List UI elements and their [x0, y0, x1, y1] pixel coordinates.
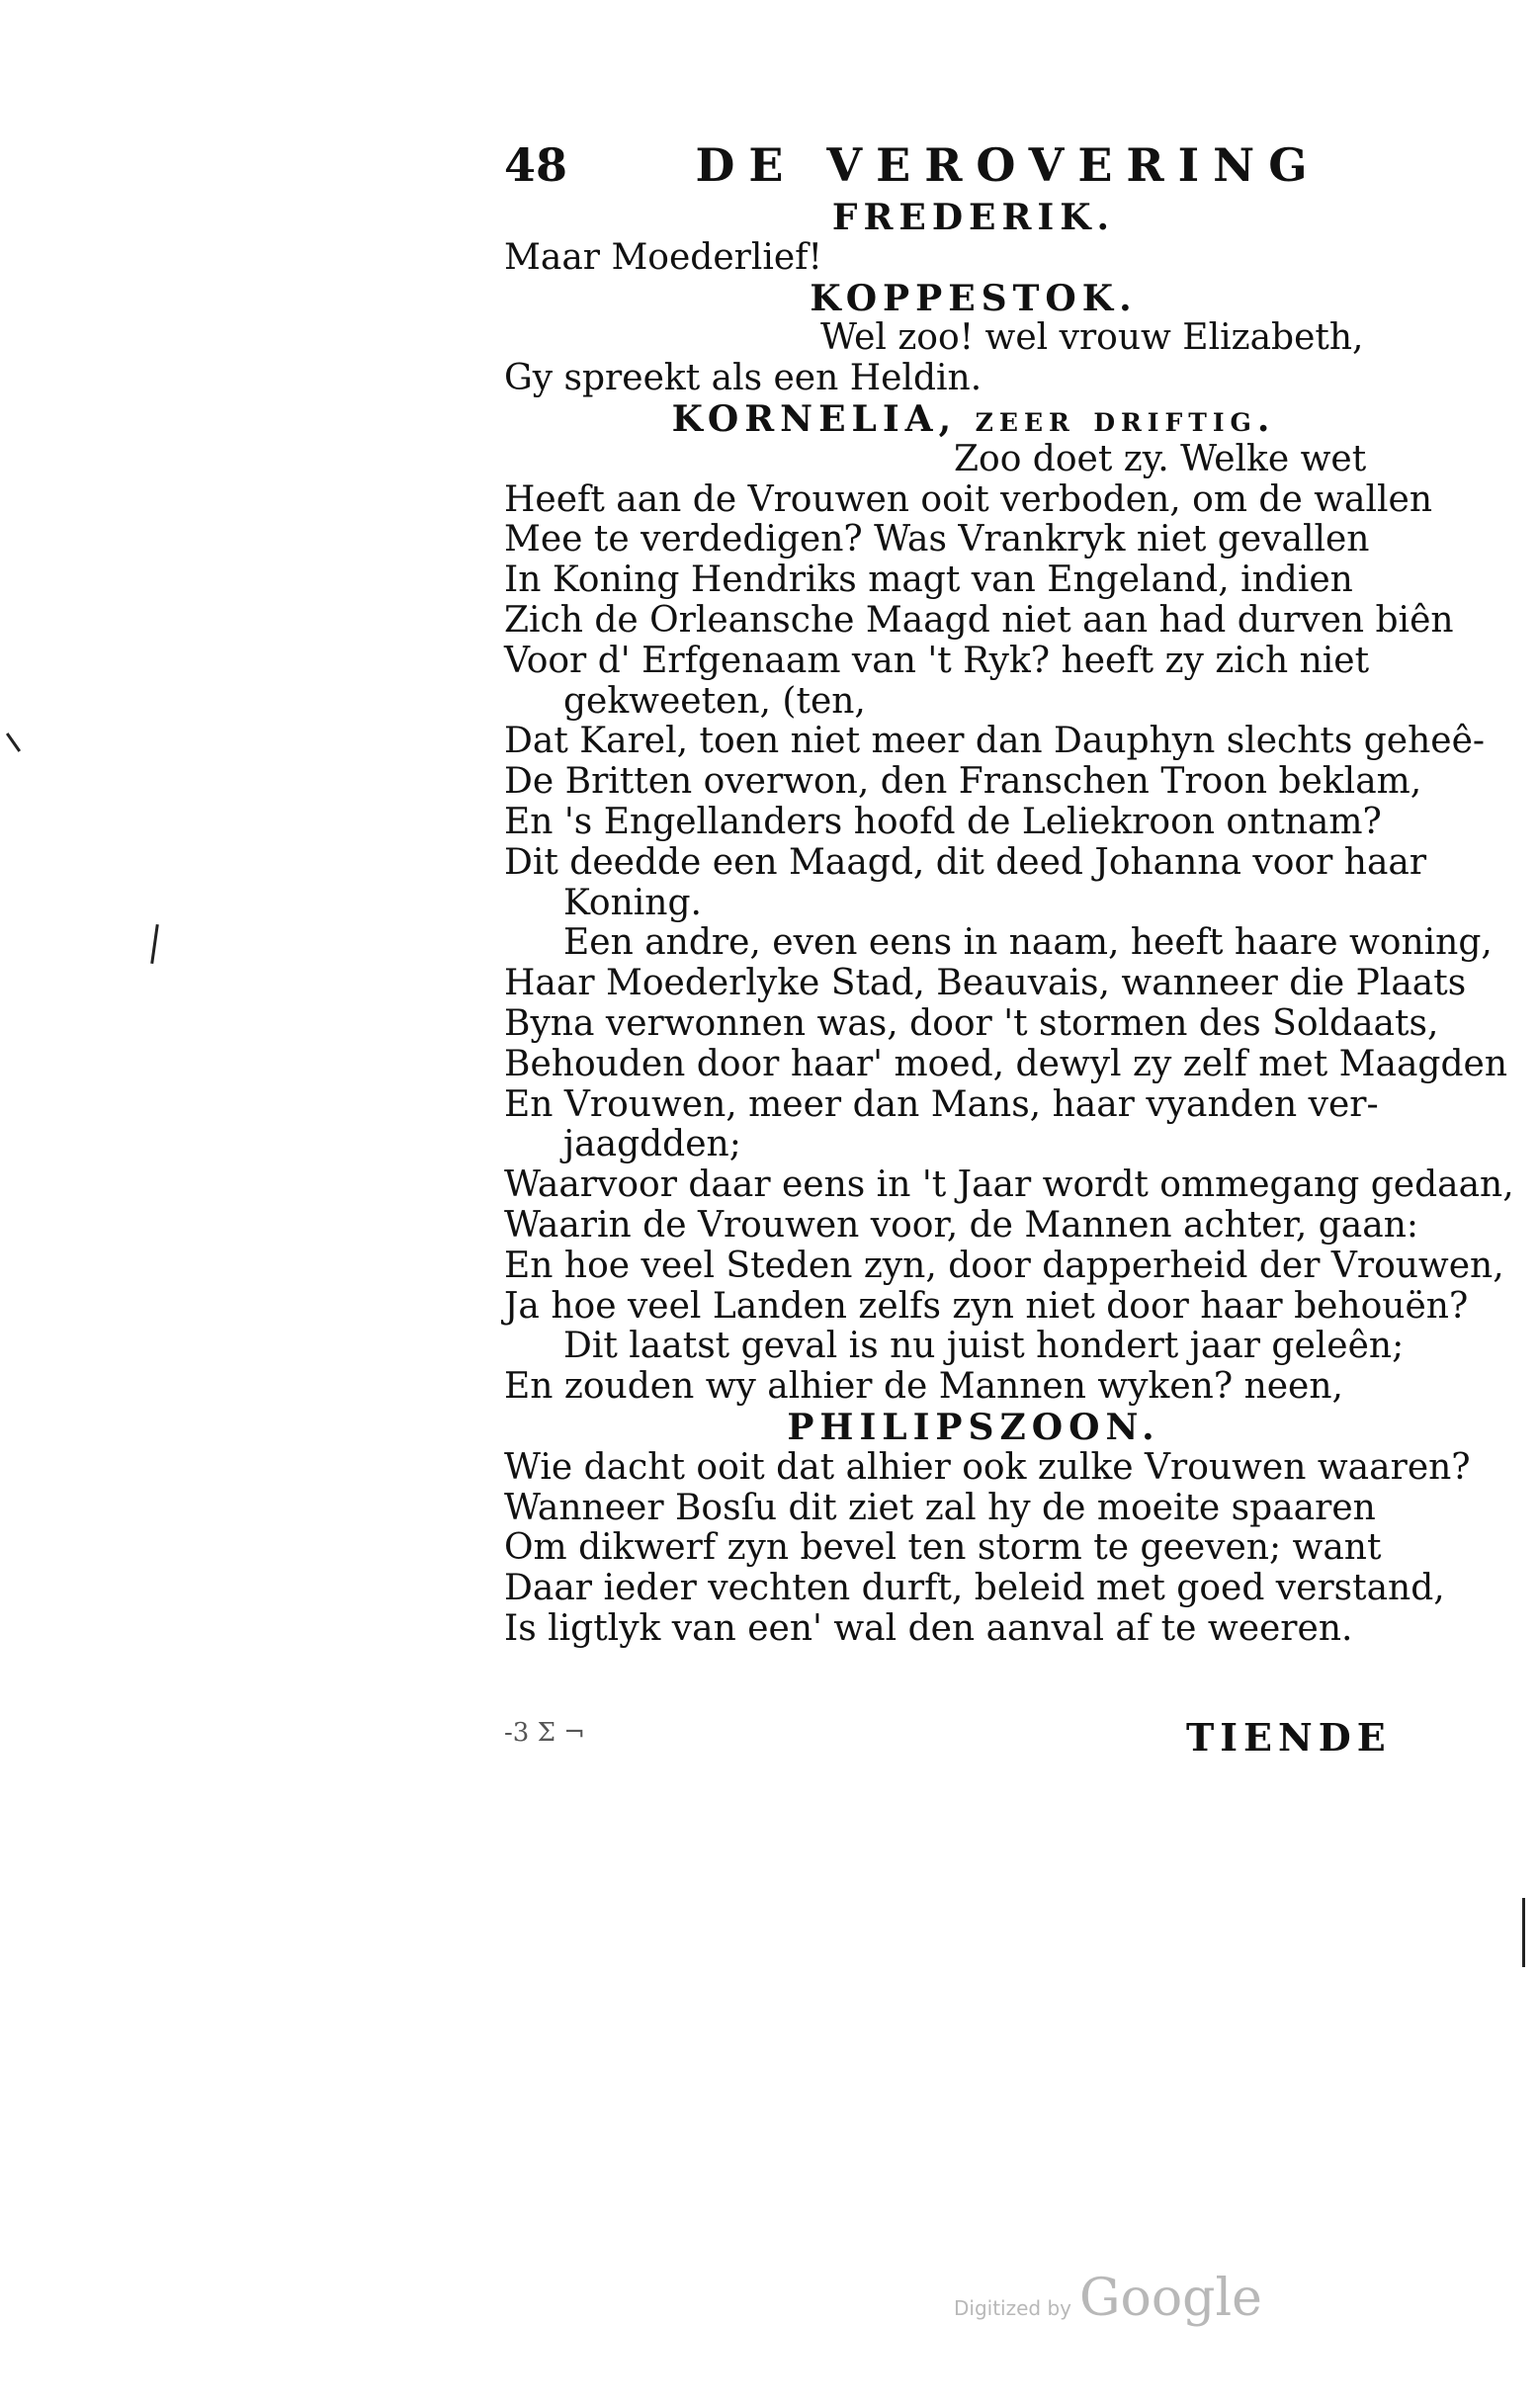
- verse-line: Zoo doet zy. Welke wet: [954, 438, 1367, 479]
- play-text: [504, 197, 1514, 1650]
- verse-line: Daar ieder vechten durft, beleid met goed verstand,: [504, 1568, 1445, 1609]
- stray-ink-mark: [6, 732, 21, 752]
- verse-line: Maar Moederlief!: [504, 236, 822, 278]
- verse-line: gekweeten, (ten,: [563, 680, 866, 722]
- text-block: [504, 138, 1514, 1650]
- verse-line: Een andre, even eens in naam, heeft haare woning,: [563, 922, 1493, 964]
- verse-line: Gy spreekt als een Heldin.: [504, 358, 983, 399]
- verse-line: Waarin de Vrouwen voor, de Mannen achter, gaan:: [504, 1204, 1419, 1246]
- verse-line: Dit laatst geval is nu juist hondert jaar geleên;: [563, 1326, 1405, 1367]
- digitized-by-label: Digitized by: [954, 2296, 1071, 2320]
- verse-line: Ja hoe veel Landen zelfs zyn niet door haar behouën?: [504, 1285, 1469, 1327]
- stray-ink-mark: [150, 924, 159, 964]
- verse-line: Wanneer Bosſu dit ziet zal hy de moeite spaaren: [504, 1487, 1376, 1528]
- verse-line: Waarvoor daar eens in 't Jaar wordt ommegang gedaan,: [504, 1164, 1514, 1206]
- verse-line: Is ligtlyk van een' wal den aanval af te weeren.: [504, 1607, 1353, 1649]
- verse-line: Byna verwonnen was, door 't stormen des Soldaats,: [504, 1002, 1439, 1044]
- verse-line: Dat Karel, toen niet meer dan Dauphyn slechts geheê-: [504, 721, 1486, 762]
- verse-line: In Koning Hendriks magt van Engeland, indien: [504, 559, 1353, 601]
- verse-line: Zich de Orleansche Maagd niet aan had durven biên: [504, 599, 1454, 641]
- verse-line: Wel zoo! wel vrouw Elizabeth,: [820, 317, 1364, 359]
- verse-line: Dit deedde een Maagd, dit deed Johanna voor haar: [504, 841, 1427, 883]
- verse-line: Haar Moederlyke Stad, Beauvais, wanneer die Plaats: [504, 963, 1467, 1004]
- verse-line: En Vrouwen, meer dan Mans, haar vyanden ver-: [504, 1083, 1379, 1125]
- verse-line: Wie dacht ooit dat alhier ook zulke Vrouwen waaren?: [504, 1446, 1471, 1488]
- verse-line: Mee te verdedigen? Was Vrankryk niet gevallen: [504, 519, 1370, 560]
- signature-marks: -3 Σ ¬: [504, 1718, 586, 1748]
- verse-line: En hoe veel Steden zyn, door dapperheid der Vrouwen,: [504, 1245, 1504, 1286]
- speaker-heading: KOPPESTOK.: [810, 277, 1138, 319]
- verse-line: En 's Engellanders hoofd de Leliekroon ontnam?: [504, 801, 1382, 842]
- google-watermark: [954, 2269, 1262, 2328]
- catchword: TIENDE: [1186, 1715, 1392, 1760]
- speaker-heading: FREDERIK.: [831, 197, 1116, 238]
- verse-line: Voor d' Erfgenaam van 't Ryk? heeft zy zich niet: [504, 640, 1370, 681]
- speaker-heading: PHILIPSZOON.: [787, 1406, 1160, 1448]
- verse-line: De Britten overwon, den Franschen Troon beklam,: [504, 761, 1422, 803]
- verse-line: En zouden wy alhier de Mannen wyken? neen,: [504, 1366, 1343, 1408]
- verse-line: Om dikwerf zyn bevel ten storm te geeven; want: [504, 1527, 1382, 1569]
- google-logo: Google: [1079, 2269, 1262, 2328]
- speaker-heading: KORNELIA, zeer driftig.: [671, 397, 1276, 440]
- running-title: DE VEROVERING: [695, 138, 1322, 192]
- verse-line: Behouden door haar' moed, dewyl zy zelf met Maagden: [504, 1043, 1508, 1084]
- verse-line: Koning.: [563, 882, 702, 923]
- verse-line: Heeft aan de Vrouwen ooit verboden, om de wallen: [504, 478, 1433, 520]
- verse-line: jaagdden;: [563, 1124, 741, 1165]
- stray-ink-mark: [1522, 1898, 1525, 1967]
- page-number: 48: [504, 138, 568, 192]
- running-header: [504, 138, 1443, 198]
